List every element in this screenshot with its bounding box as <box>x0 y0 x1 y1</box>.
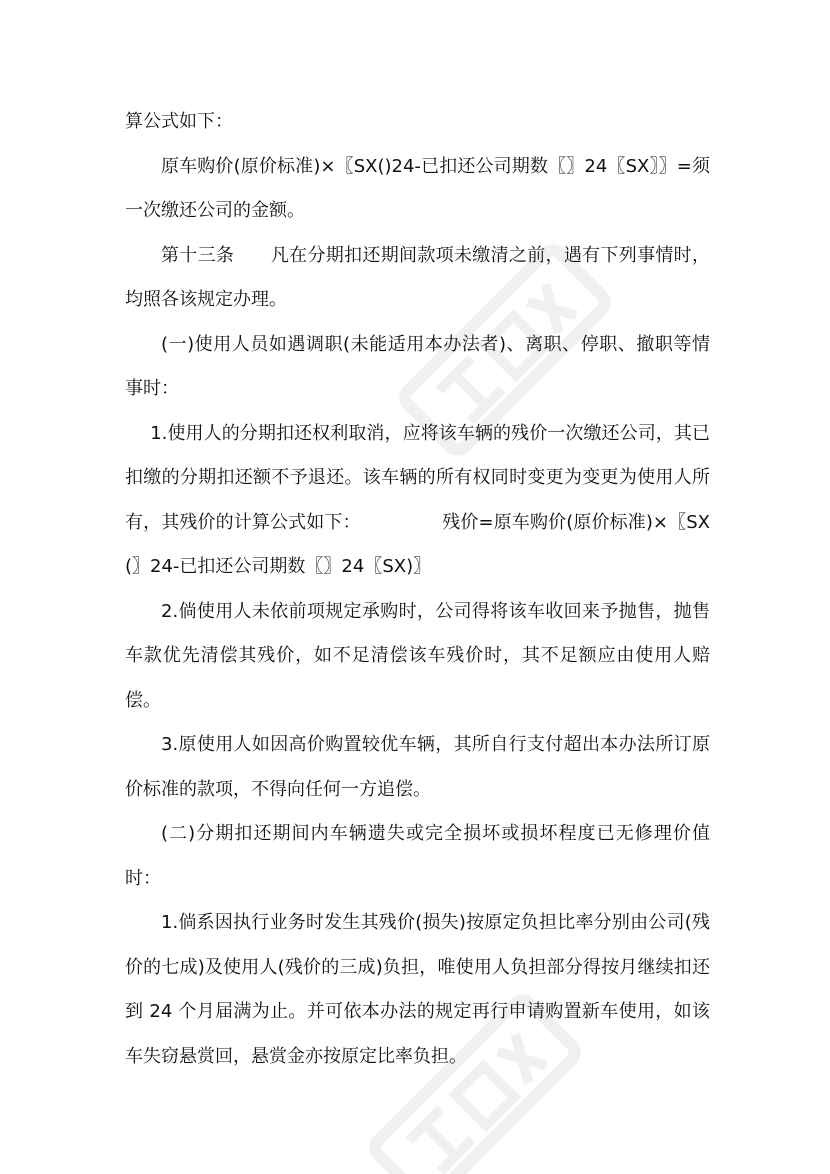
paragraph-section-2: (二)分期扣还期间内车辆遗失或完全损坏或损坏程度已无修理价值时： <box>125 823 710 889</box>
paragraph-item-2: 2.倘使用人未依前项规定承购时，公司得将该车收回来予抛售，抛售车款优先清偿其残价，如不足清偿该车残价时，其不足额应由使用人赔偿。 <box>125 600 710 711</box>
paragraph-item-1: 1.使用人的分期扣还权利取消，应将该车辆的残价一次缴还公司，其已扣缴的分期扣还额不予退还。该车辆的所有权同时变更为变更为使用人所有，其残价的计算公式如下： 残价=原车购价(原价标准)×〖SX(〗24-已扣还公司期数〖〗24〖SX)〗 <box>125 422 710 577</box>
paragraph-formula: 原车购价(原价标准)×〖SX()24-已扣还公司期数〖〗24〖SX〗〗=须一次缴还公司的金额。 <box>125 155 710 221</box>
paragraph-section-1: (一)使用人员如遇调职(未能适用本办法者)、离职、停职、撤职等情事时： <box>125 333 710 399</box>
paragraph-section-2-item-1: 1.倘系因执行业务时发生其残价(损失)按原定负担比率分别由公司(残价的七成)及使用人(残价的三成)负担，唯使用人负担部分得按月继续扣还到 24 个月届满为止。并可依本办法的规定再行申请购置新车使用，如该车失窃悬赏回，悬赏金亦按原定比率负担。 <box>125 912 710 1067</box>
document-body <box>125 100 710 1079</box>
paragraph-item-3: 3.原使用人如因高价购置较优车辆，其所自行支付超出本办法所订原价标准的款项，不得向任何一方追偿。 <box>125 734 710 800</box>
paragraph-article-13: 第十三条 凡在分期扣还期间款项未缴清之前，遇有下列事情时，均照各该规定办理。 <box>125 244 710 310</box>
paragraph-formula-intro: 算公式如下： <box>125 111 233 132</box>
